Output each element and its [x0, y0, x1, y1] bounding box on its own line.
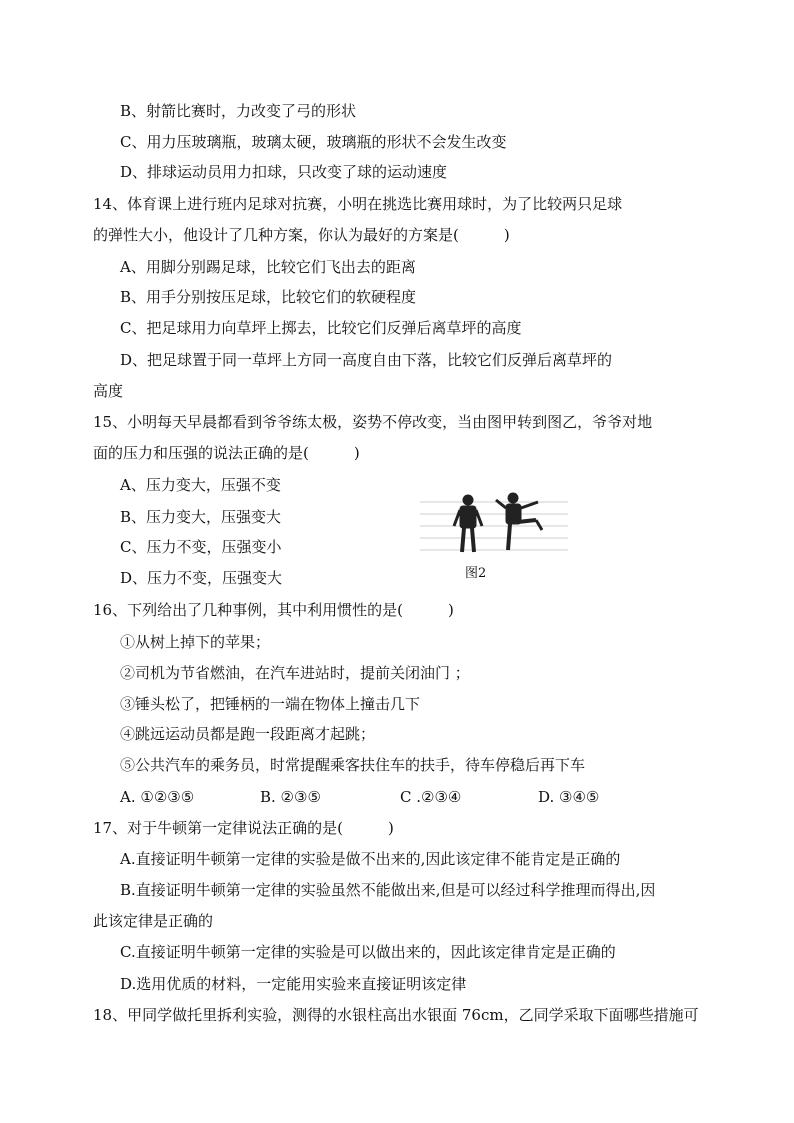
- q16-item-3: ③锤头松了，把锤柄的一端在物体上撞击几下: [120, 695, 421, 713]
- q16-choice-d: D. ③④⑤: [538, 788, 600, 806]
- q14-stem-line1: 14、体育课上进行班内足球对抗赛，小明在挑选比赛用球时，为了比较两只足球: [93, 195, 623, 213]
- q16-item-1: ①从树上掉下的苹果；: [120, 633, 271, 651]
- q15-stem-line1: 15、小明每天早晨都看到爷爷练太极，姿势不停改变，当由图甲转到图乙，爷爷对地: [93, 413, 653, 431]
- q17-option-c: C.直接证明牛顿第一定律的实验是可以做出来的，因此该定律肯定是正确的: [120, 943, 616, 961]
- q17-stem: 17、对于牛顿第一定律说法正确的是( ): [93, 819, 394, 837]
- q16-choice-c: C .②③④: [400, 788, 462, 806]
- q13-option-b: B、射箭比赛时，力改变了弓的形状: [120, 102, 357, 120]
- tai-chi-illustration: [418, 490, 574, 560]
- q18-stem-line1: 18、甲同学做托里拆利实验，测得的水银柱高出水银面 76cm，乙同学采取下面哪些措施可: [93, 1006, 699, 1024]
- q14-stem-line2: 的弹性大小，他设计了几种方案，你认为最好的方案是( ): [93, 226, 510, 244]
- q16-item-5: ⑤公共汽车的乘务员，时常提醒乘客扶住车的扶手，待车停稳后再下车: [120, 756, 586, 774]
- q14-option-b: B、用手分别按压足球，比较它们的软硬程度: [120, 288, 417, 306]
- q13-option-d: D、排球运动员用力扣球，只改变了球的运动速度: [120, 163, 448, 181]
- q17-option-a: A.直接证明牛顿第一定律的实验是做不出来的,因此该定律不能肯定是正确的: [120, 850, 621, 868]
- q14-option-d-line2: 高度: [93, 382, 124, 400]
- q15-option-a: A、压力变大，压强不变: [120, 476, 281, 494]
- q16-choices: [120, 787, 640, 807]
- q16-choice-b: B. ②③⑤: [260, 788, 321, 806]
- q16-choice-a: A. ①②③⑤: [120, 788, 195, 806]
- q17-option-d: D.选用优质的材料，一定能用实验来直接证明该定律: [120, 975, 467, 993]
- q14-option-d-line1: D、把足球置于同一草坪上方同一高度自由下落，比较它们反弹后离草坪的: [120, 351, 613, 369]
- q13-option-c: C、用力压玻璃瓶，玻璃太硬，玻璃瓶的形状不会发生改变: [120, 133, 507, 151]
- q15-option-c: C、压力不变，压强变小: [120, 538, 282, 556]
- q15-stem-line2: 面的压力和压强的说法正确的是( ): [93, 444, 360, 462]
- tai-chi-figure: [418, 490, 574, 580]
- q16-item-2: ②司机为节省燃油，在汽车进站时，提前关闭油门 ；: [120, 664, 470, 682]
- figure-caption: 图2: [465, 566, 487, 581]
- q17-option-b-line1: B.直接证明牛顿第一定律的实验虽然不能做出来,但是可以经过科学推理而得出,因: [120, 881, 656, 899]
- q17-option-b-line2: 此该定律是正确的: [93, 912, 214, 930]
- q14-option-c: C、把足球用力向草坪上掷去，比较它们反弹后离草坪的高度: [120, 319, 522, 337]
- q14-option-a: A、用脚分别踢足球，比较它们飞出去的距离: [120, 258, 416, 276]
- q15-option-d: D、压力不变，压强变大: [120, 569, 283, 587]
- q16-stem: 16、下列给出了几种事例，其中利用惯性的是( ): [93, 601, 454, 619]
- q16-item-4: ④跳远运动员都是跑一段距离才起跳；: [120, 725, 376, 743]
- q15-option-b: B、压力变大，压强变大: [120, 508, 282, 526]
